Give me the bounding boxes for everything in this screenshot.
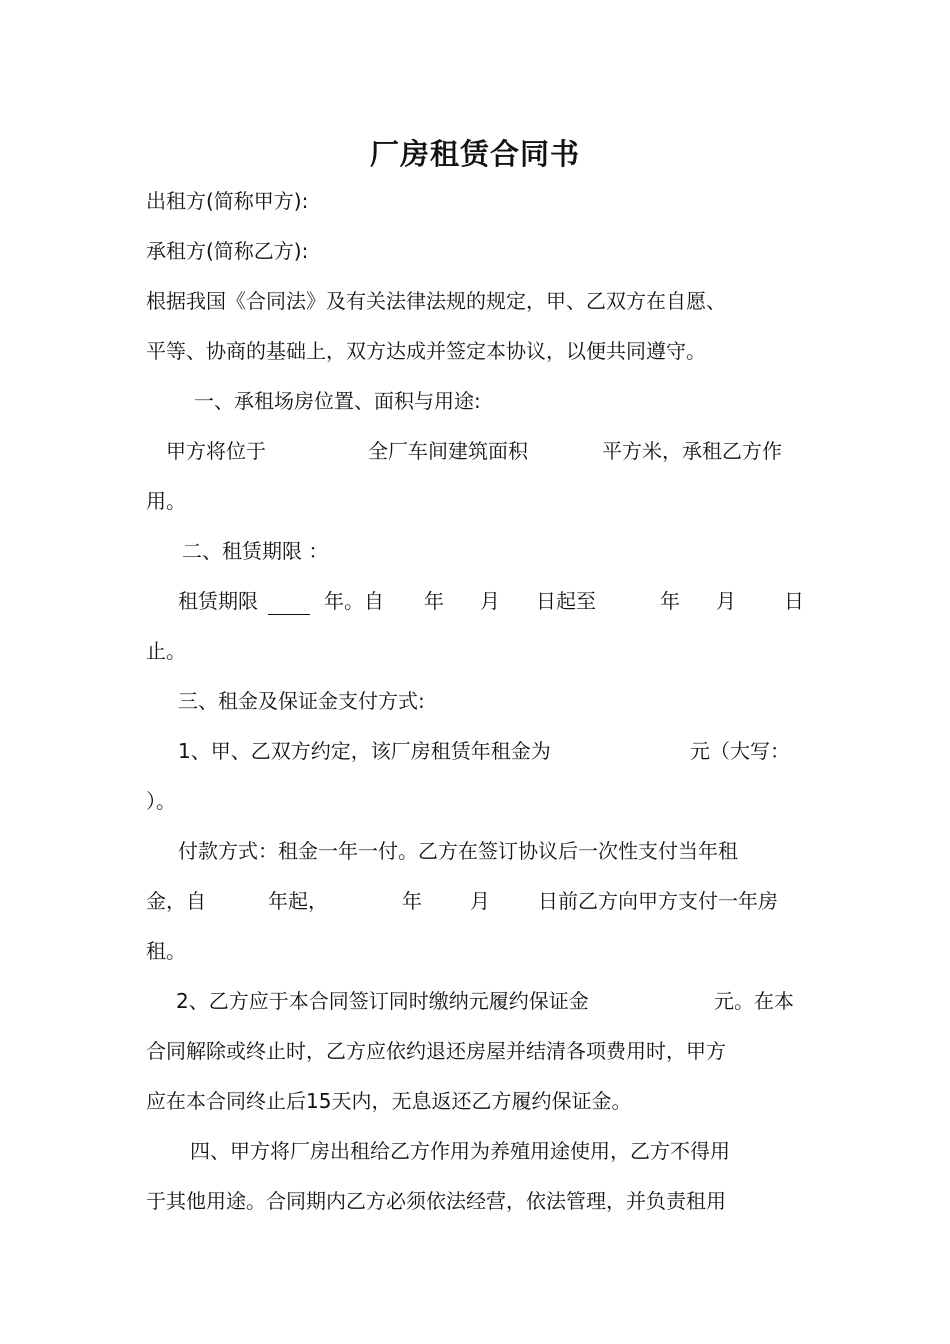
s3-1-text-b: 元（大写： xyxy=(690,739,790,763)
s3-2-text-b: 元。在本 xyxy=(714,989,794,1013)
section-2-heading: 二、租赁期限 ： xyxy=(182,539,329,563)
section-1-body-line-2: 用。 xyxy=(146,489,186,513)
s3-2-text-a: 2、乙方应于本合同签订同时缴纳元履约保证金 xyxy=(176,989,589,1013)
term-years-blank xyxy=(268,592,310,615)
s2-day-2: 日 xyxy=(784,589,804,613)
lessor-line: 出租方(简称甲方): xyxy=(146,189,309,213)
s2-day-1: 日起至 xyxy=(536,589,596,613)
s1-text-a: 甲方将位于 xyxy=(166,439,266,463)
section-2-body-line-2: 止。 xyxy=(146,639,186,663)
page-title: 厂房租赁合同书 xyxy=(369,137,580,171)
section-3-1-line-2: ）。 xyxy=(146,789,176,813)
preamble-line-1: 根据我国《合同法》及有关法律法规的规定，甲、乙双方在自愿、 xyxy=(146,289,726,313)
pay-text-b: 年起， xyxy=(268,889,328,913)
s1-text-b: 全厂车间建筑面积 xyxy=(368,439,528,463)
section-4-line-1: 四、甲方将厂房出租给乙方作用为养殖用途使用，乙方不得用 xyxy=(190,1139,730,1163)
pay-text-e: 日前乙方向甲方支付一年房 xyxy=(538,889,778,913)
s2-month-1: 月 xyxy=(480,589,500,613)
s2-year-2: 年 xyxy=(660,589,680,613)
pay-text-a: 金，自 xyxy=(146,889,206,913)
pay-text-d: 月 xyxy=(470,889,490,913)
section-1-heading: 一、承租场房位置、面积与用途: xyxy=(194,389,481,413)
pay-text-c: 年 xyxy=(402,889,422,913)
payment-line-1: 付款方式：租金一年一付。乙方在签订协议后一次性支付当年租 xyxy=(178,839,738,863)
section-3-heading: 三、租金及保证金支付方式: xyxy=(178,689,425,713)
s1-text-c: 平方米，承租乙方作 xyxy=(602,439,782,463)
s2-year-1: 年 xyxy=(424,589,444,613)
s2-term-label: 租赁期限 xyxy=(178,589,258,613)
preamble-line-2: 平等、协商的基础上，双方达成并签定本协议，以便共同遵守。 xyxy=(146,339,706,363)
section-4-line-2: 于其他用途。合同期内乙方必须依法经营，依法管理，并负责租用 xyxy=(146,1189,726,1213)
lessee-line: 承租方(简称乙方): xyxy=(146,239,309,263)
s3-1-text-a: 1、甲、乙双方约定，该厂房租赁年租金为 xyxy=(178,739,551,763)
section-3-2-line-2: 合同解除或终止时，乙方应依约退还房屋并结清各项费用时，甲方 xyxy=(146,1039,726,1063)
payment-line-3: 租。 xyxy=(146,939,186,963)
section-3-2-line-3: 应在本合同终止后15天内，无息返还乙方履约保证金。 xyxy=(146,1089,632,1113)
s2-from: 年。自 xyxy=(324,589,384,613)
s2-month-2: 月 xyxy=(716,589,736,613)
